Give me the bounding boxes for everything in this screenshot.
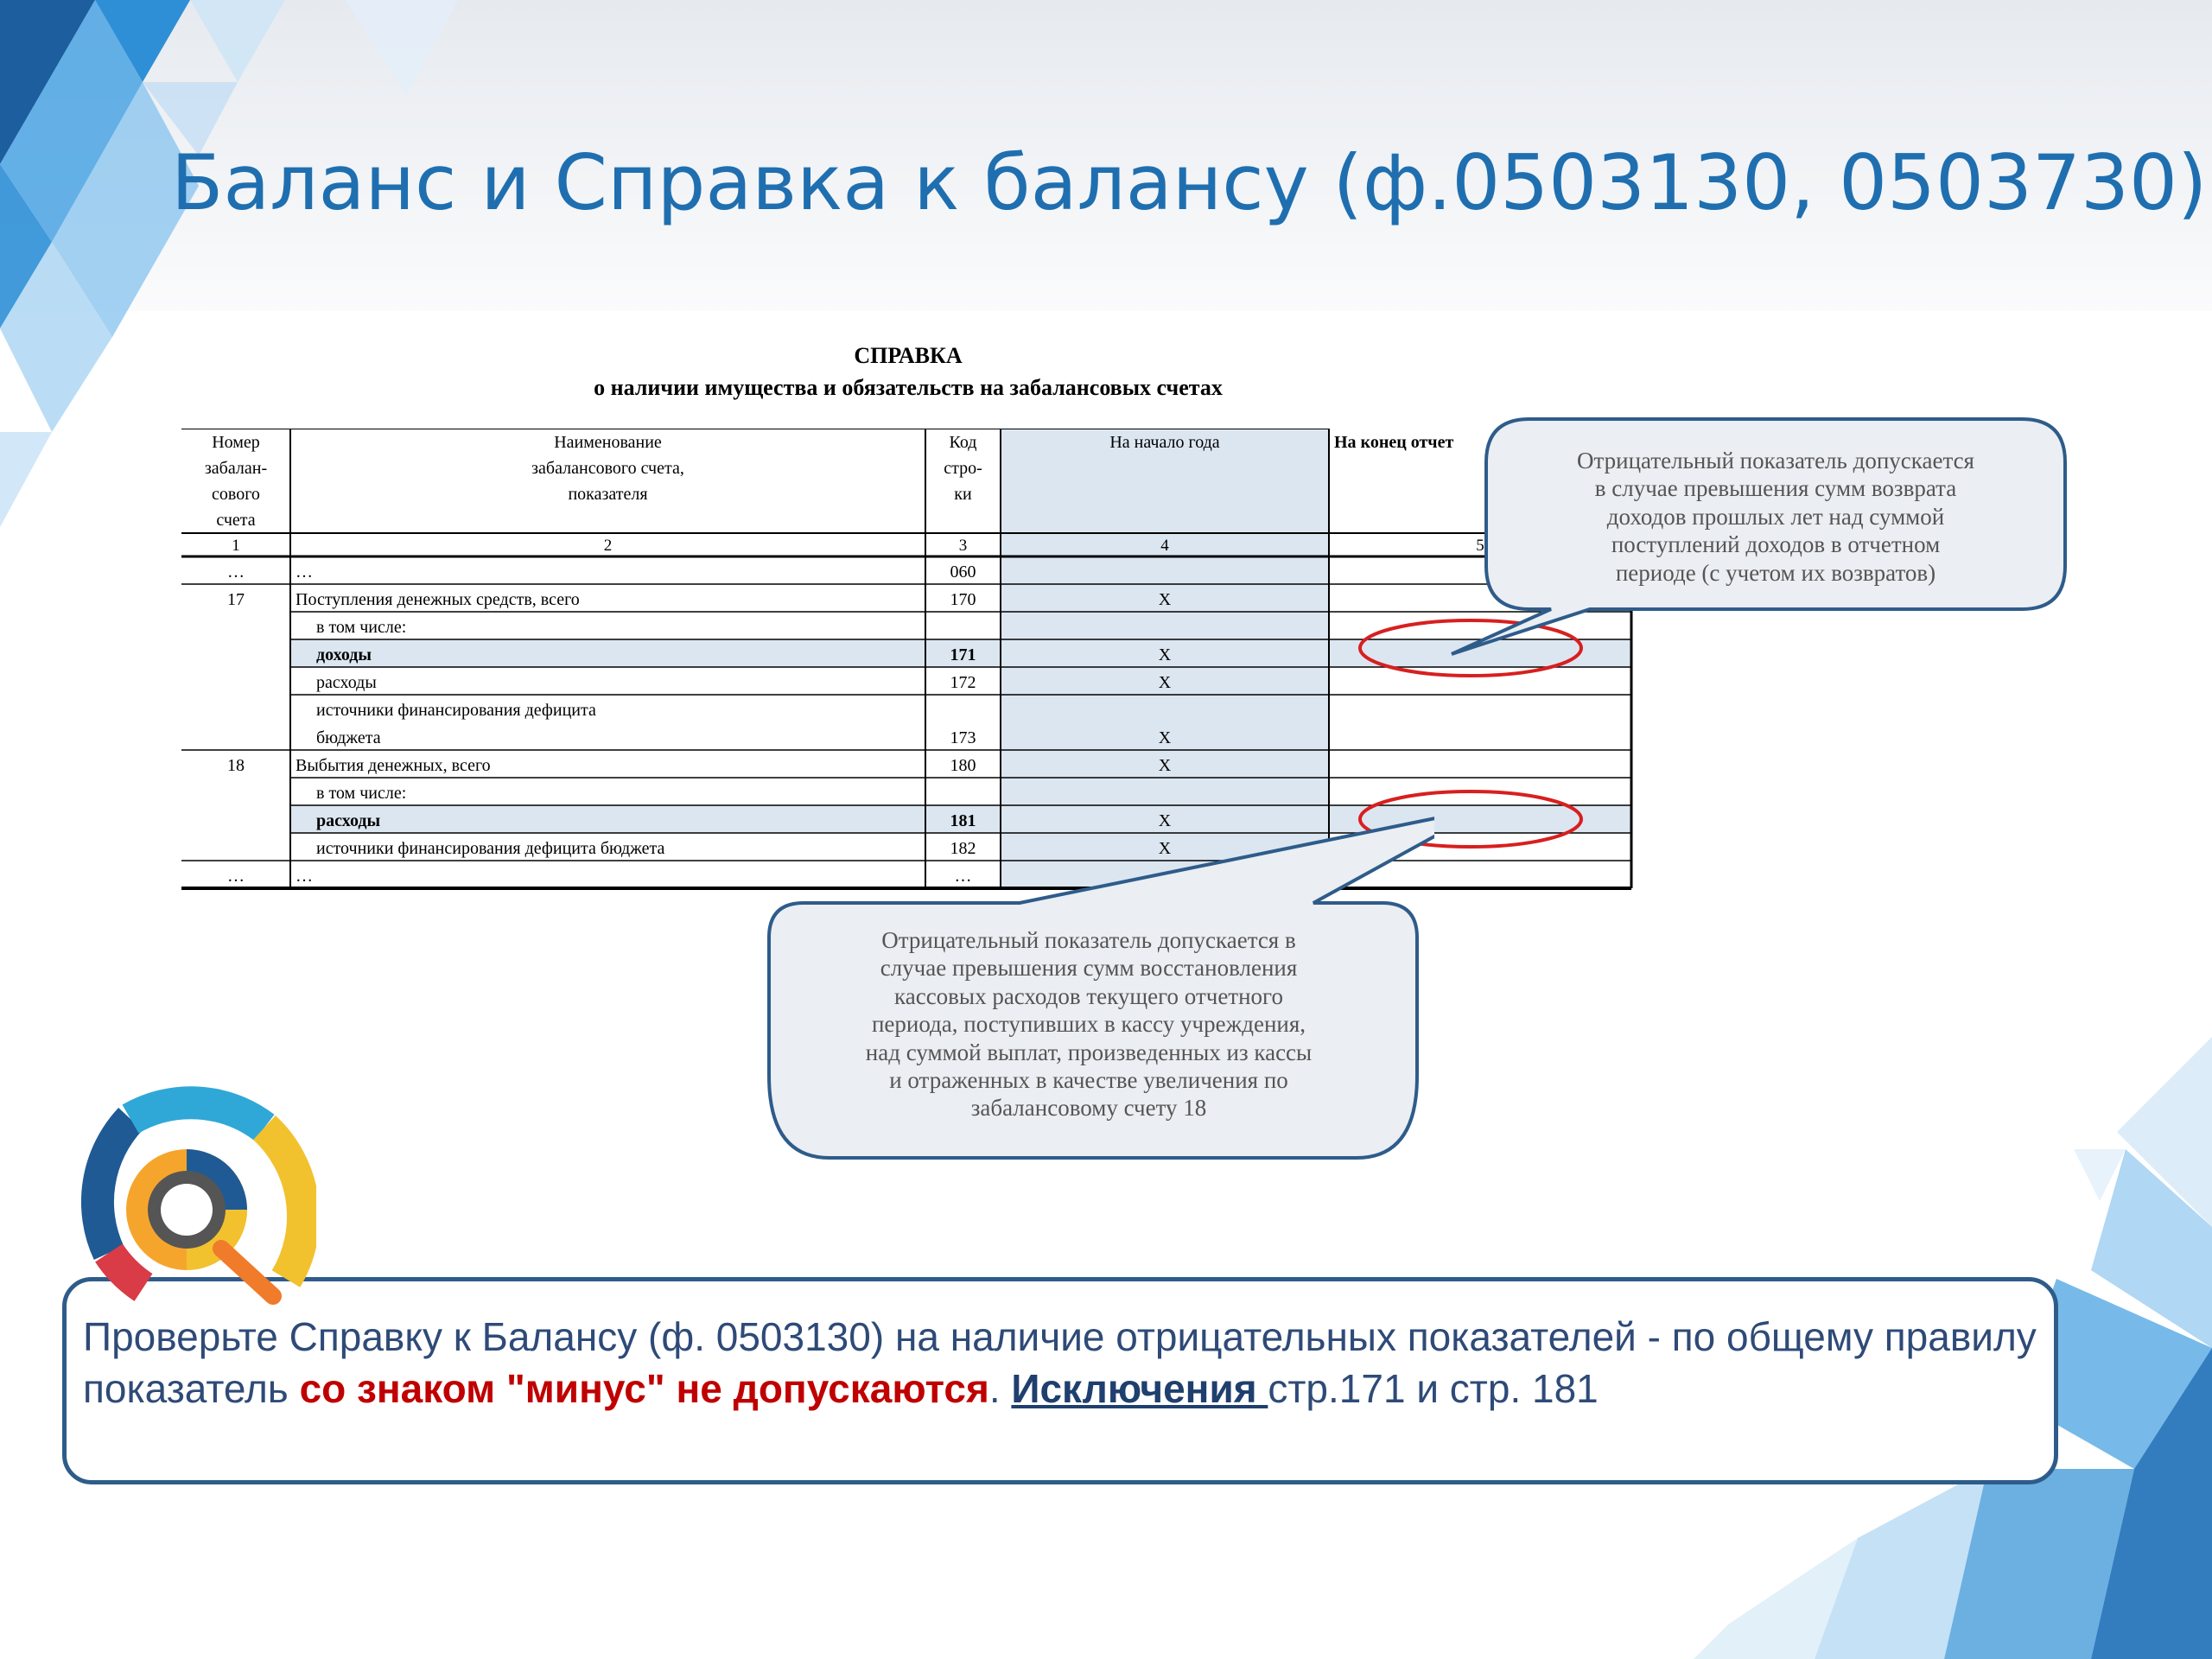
- row-code: 170: [950, 590, 976, 609]
- column-header: На начало года: [1109, 433, 1220, 452]
- column-header: Номер: [212, 433, 260, 452]
- row-code: 060: [950, 563, 976, 582]
- row-code: 171: [950, 645, 976, 664]
- row-start-value: X: [1158, 811, 1172, 830]
- row-code: 172: [950, 673, 976, 692]
- row-code: 173: [950, 728, 976, 747]
- column-number: 1: [232, 537, 240, 555]
- callout-top-text: Отрицательный показатель допускается в случае превышения сумм возврата доходов прошлых лет над суммой поступлений доходов в отчетном периоде (с учетом их возвратов): [1577, 448, 1974, 586]
- row-name: источники финансирования дефицита бюджета: [316, 839, 665, 858]
- account-number: 18: [227, 756, 245, 775]
- row-start-value: X: [1158, 645, 1172, 664]
- row-name: в том числе:: [316, 618, 407, 637]
- row-name: Поступления денежных средств, всего: [296, 590, 580, 609]
- row-name: …: [296, 867, 313, 886]
- note-exceptions-link: Исключения: [1011, 1365, 1268, 1411]
- row-start-value: X: [1158, 839, 1172, 858]
- row-start-value: X: [1158, 756, 1172, 775]
- column-number: 4: [1160, 537, 1169, 555]
- row-name: Выбытия денежных, всего: [296, 756, 491, 775]
- column-header: Код: [949, 433, 977, 452]
- row-code: 181: [950, 811, 976, 830]
- column-number: 2: [603, 537, 613, 555]
- note-emphasis: со знаком "минус" не допускаются: [299, 1365, 989, 1411]
- account-number: …: [227, 563, 245, 582]
- callout-bottom-text: Отрицательный показатель допускается в случае превышения сумм восстановления кассовых расходов текущего отчетного периода, поступивших в кассу учреждения, над суммой выплат, произведенных из кассы и отраженных в качестве увеличения по забалансовому счету 18: [865, 927, 1313, 1122]
- row-name: источники финансирования дефицита: [316, 701, 596, 720]
- row-name: бюджета: [316, 728, 381, 747]
- column-header: На конец отчет: [1334, 433, 1454, 452]
- row-start-value: X: [1158, 673, 1172, 692]
- row-code: …: [954, 867, 972, 886]
- document-subheading: о наличии имущества и обязательств на забалансовых счетах: [594, 375, 1223, 400]
- column-number: 5: [1476, 537, 1484, 555]
- column-header: Наименование: [554, 433, 662, 452]
- column-number: 3: [958, 537, 968, 555]
- row-name: расходы: [316, 673, 377, 692]
- row-name: в том числе:: [316, 784, 407, 803]
- document-heading: СПРАВКА: [854, 343, 963, 368]
- account-number: …: [227, 867, 245, 886]
- column-header: ки: [954, 485, 972, 504]
- row-code: 180: [950, 756, 976, 775]
- column-header: сового: [212, 485, 260, 504]
- row-start-value: X: [1158, 590, 1172, 609]
- column-header: стро-: [944, 459, 982, 478]
- column-header: показателя: [568, 485, 648, 504]
- column-header: забалан-: [204, 459, 268, 478]
- row-name: доходы: [316, 645, 372, 664]
- row-code: 182: [950, 839, 976, 858]
- note-text: Проверьте Справку к Балансу (ф. 0503130) на наличие отрицательных показателей - по общему правилу показатель со знаком "минус" не допускаются. Исключения стр.171 и стр. 181: [83, 1314, 2037, 1411]
- row-start-value: X: [1158, 728, 1172, 747]
- column-header: забалансового счета,: [531, 459, 684, 478]
- account-number: 17: [227, 590, 245, 609]
- slide-title: Баланс и Справка к балансу (ф.0503130, 0503730): [171, 138, 2208, 227]
- column-header: счета: [216, 511, 256, 530]
- row-name: расходы: [316, 811, 381, 830]
- magnifier-logo-icon: [48, 1080, 316, 1305]
- row-name: …: [296, 563, 313, 582]
